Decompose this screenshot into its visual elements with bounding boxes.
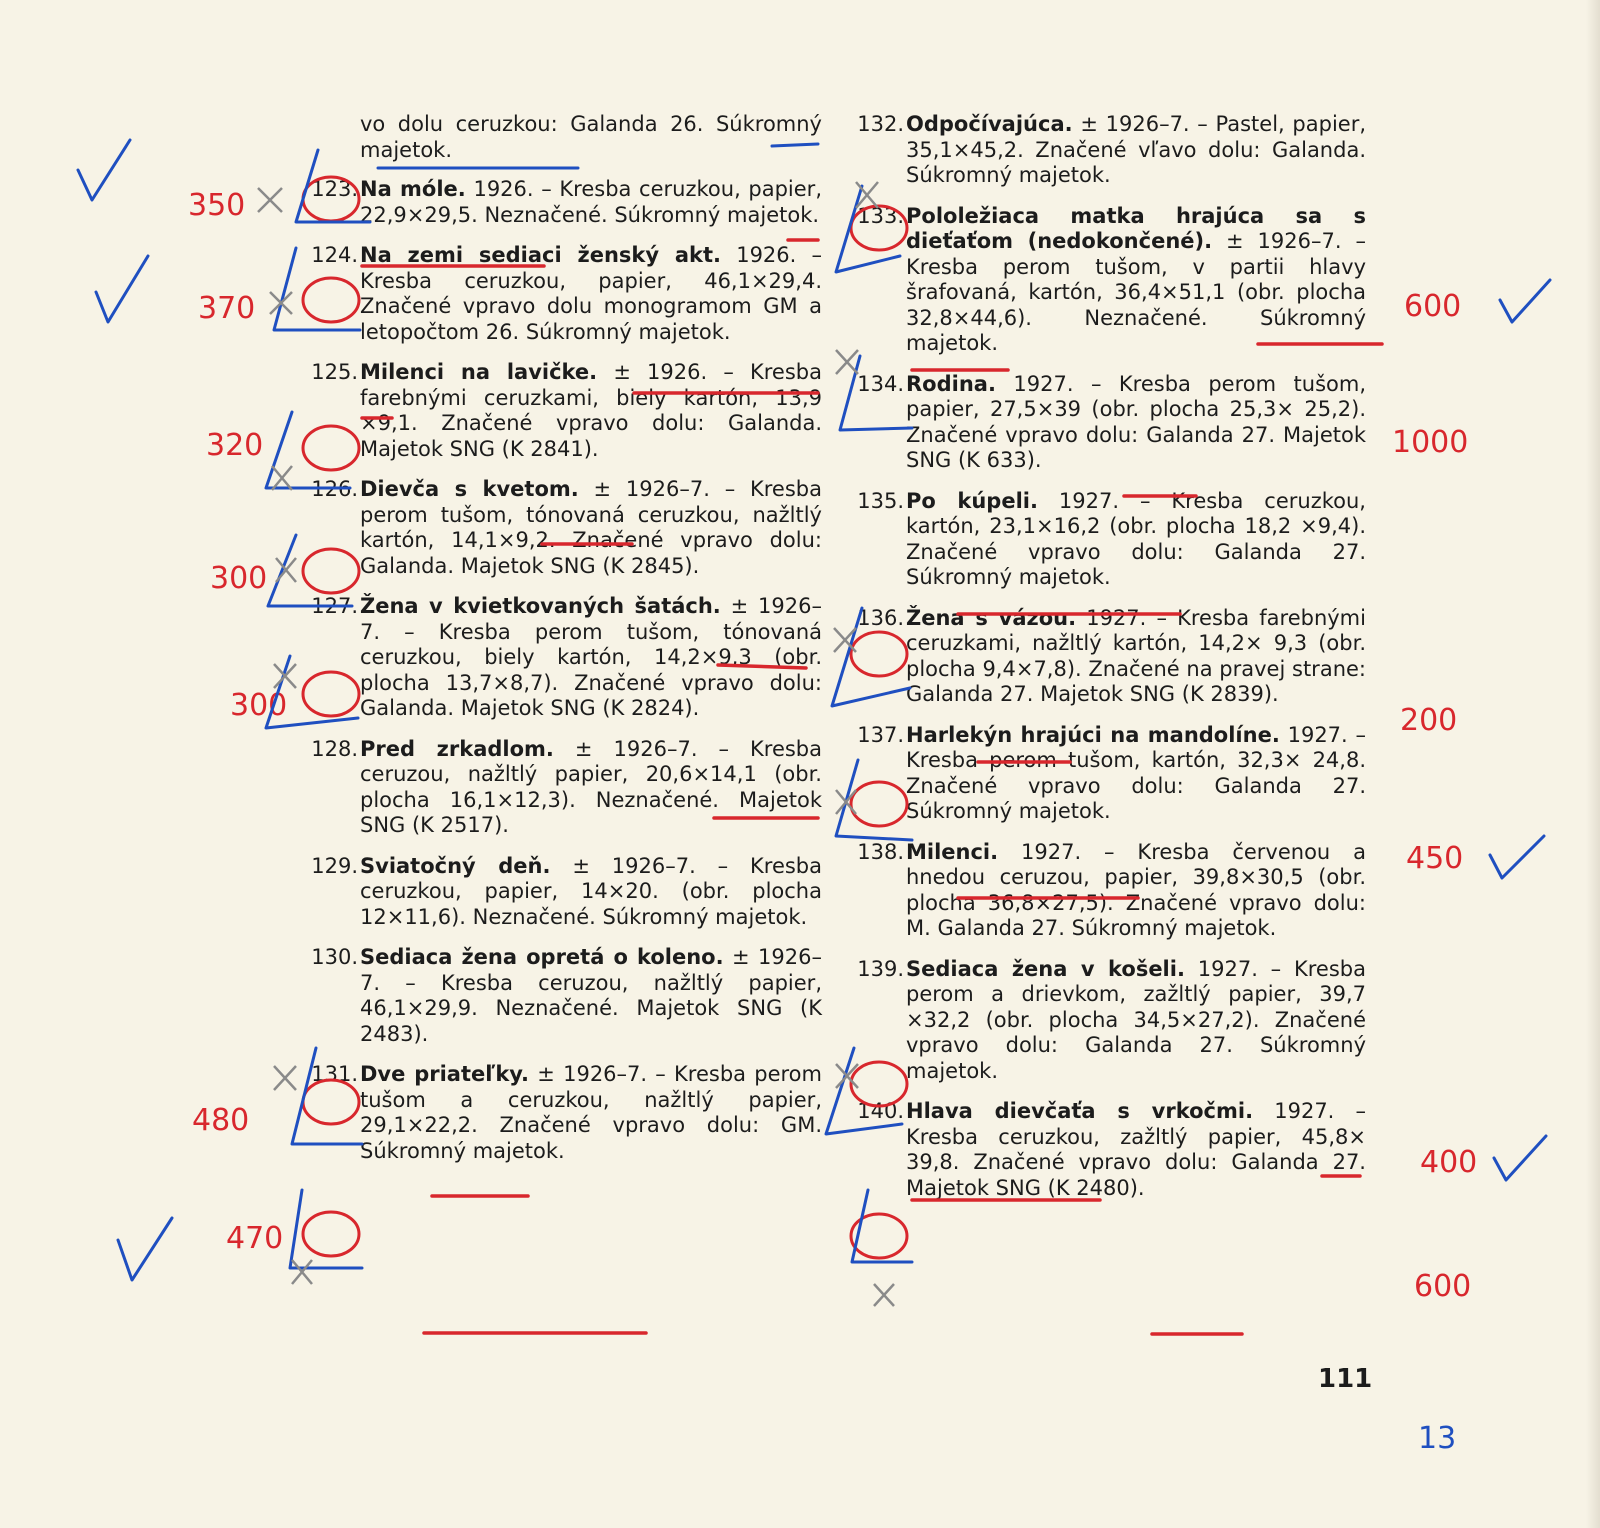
- entry-title: Harlekýn hrajúci na mandolíne.: [906, 722, 1280, 747]
- entry-text: ± 1926–7. – Pastel, papier, 35,1×45,2. Značené vľavo dolu: Galanda. Súkromný majetok.: [906, 112, 1367, 187]
- catalog-entry: [300, 945, 822, 1047]
- entry-title: Odpočívajúca.: [906, 112, 1073, 136]
- catalog-entry: [846, 204, 1366, 357]
- entry-title: Dve priateľky.: [360, 1062, 530, 1086]
- handwritten-price: 600: [1404, 289, 1462, 324]
- page-number: 111: [1318, 1364, 1373, 1394]
- x-mark-icon: [276, 558, 296, 582]
- entry-text: 1927. – Kresba perom a drievkom, zažltlý papier, 39,7 ×32,2 (obr. plocha 34,5×27,2). Značené vpravo dolu: Galanda 27. Súkromný majetok.: [906, 956, 1366, 1083]
- x-mark-icon: [270, 292, 292, 314]
- circled-number-mark: [851, 1214, 907, 1258]
- entry-title: Pololežiaca matka hrajúca sa s dieťaťom (nedokončené).: [906, 203, 1366, 253]
- entry-number: 127.: [311, 594, 358, 618]
- catalog-entry: [300, 594, 822, 722]
- catalog-entry: [300, 243, 822, 345]
- handwritten-price: 1000: [1392, 425, 1469, 460]
- entry-number: 140.: [857, 1099, 904, 1123]
- entry-number: 125.: [311, 360, 358, 384]
- entry-number: 138.: [857, 839, 904, 864]
- handwritten-price: 400: [1420, 1145, 1478, 1180]
- entry-text: ± 1926–7. – Kresba perom tušom, tónovaná ceruzkou, nažltlý kartón, 14,1×9,2. Značené vpravo dolu: Galanda. Majetok SNG (K 2845).: [360, 477, 822, 578]
- handwritten-corner-note: 13: [1418, 1421, 1457, 1456]
- x-mark-icon: [274, 664, 296, 688]
- x-mark-icon: [272, 466, 292, 490]
- entry-text: 1926. – Kresba ceruzkou, papier, 22,9×29,5. Neznačené. Súkromný majetok.: [360, 177, 822, 227]
- entry-text: 1926. – Kresba ceruzkou, papier, 46,1×29,4. Značené vpravo dolu monogramom GM a letopočtom 26. Súkromný majetok.: [360, 243, 822, 344]
- entry-text: 1927. – Kresba ceruzkou, zažltlý papier, 45,8× 39,8. Značené vpravo dolu: Galanda 27. Majetok SNG (K 2480).: [906, 1099, 1367, 1200]
- handwritten-price: 450: [1406, 841, 1464, 876]
- handwritten-price: 470: [226, 1221, 284, 1256]
- catalog-entry: [300, 477, 822, 579]
- catalog-entry: [846, 112, 1366, 189]
- handwritten-price: 350: [188, 188, 246, 223]
- entry-number: 128.: [311, 736, 358, 761]
- entry-text: 1927. – Kresba červenou a hnedou ceruzou, papier, 39,8×30,5 (obr. plocha 36,8×27,5). Značené vpravo dolu: M. Galanda 27. Súkromný majetok.: [906, 839, 1366, 940]
- entry-text: ± 1926–7. – Kresba ceruzou, nažltlý papier, 20,6×14,1 (obr. plocha 16,1×12,3). Neznačené. Majetok SNG (K 2517).: [360, 736, 823, 837]
- catalog-entry: [846, 489, 1366, 591]
- x-mark-icon: [274, 1066, 296, 1090]
- entry-title: Dievča s kvetom.: [360, 477, 579, 501]
- entry-text: ± 1926–7. – Kresba ceruzou, nažltlý papier, 46,1×29,9. Neznačené. Majetok SNG (K 2483).: [360, 945, 822, 1046]
- entry-title: Hlava dievčaťa s vrkočmi.: [906, 1099, 1254, 1123]
- entry-title: Pred zrkadlom.: [360, 736, 554, 761]
- blue-bracket-mark: [290, 1190, 362, 1268]
- entry-number: 130.: [311, 945, 358, 969]
- catalog-entry: [846, 1099, 1366, 1201]
- catalog-entry: [300, 854, 822, 931]
- entry-text: 1927. – Kresba ceruzkou, kartón, 23,1×16,2 (obr. plocha 18,2 ×9,4). Značené vpravo dolu: Galanda 27. Súkromný majetok.: [906, 488, 1366, 589]
- handwritten-price: 600: [1414, 1269, 1472, 1304]
- check-mark-icon: [1500, 280, 1550, 322]
- entry-text: ± 1926–7. – Kresba perom tušom a ceruzkou, nažltlý papier, 29,1×22,2. Značené vpravo dolu: GM. Súkromný majetok.: [360, 1062, 822, 1163]
- entry-text: 1927. – Kresba perom tušom, papier, 27,5×39 (obr. plocha 25,3× 25,2). Značené vpravo dolu: Galanda 27. Majetok SNG (K 633).: [906, 371, 1366, 472]
- entry-text: 1927. – Kresba perom tušom, kartón, 32,3× 24,8. Značené vpravo dolu: Galanda 27. Súkromný majetok.: [906, 722, 1366, 823]
- entry-number: 134.: [857, 371, 904, 396]
- handwritten-price: 480: [192, 1103, 250, 1138]
- check-mark-icon: [96, 256, 148, 322]
- entry-title: Sviatočný deň.: [360, 853, 551, 878]
- entry-title: Na móle.: [360, 177, 466, 201]
- entry-number: 124.: [311, 243, 358, 267]
- catalog-entry: [846, 840, 1366, 942]
- entry-title: Sediaca žena v košeli.: [906, 956, 1185, 981]
- x-mark-icon: [258, 188, 282, 212]
- catalog-entry: [846, 723, 1366, 825]
- check-mark-icon: [78, 140, 130, 200]
- entry-number: 136.: [857, 605, 904, 630]
- check-mark-icon: [1490, 836, 1544, 878]
- entry-title: Sediaca žena opretá o koleno.: [360, 945, 724, 969]
- handwritten-price: 200: [1400, 703, 1458, 738]
- entry-text: ± 1926–7. – Kresba ceruzkou, papier, 14×20. (obr. plocha 12×11,6). Neznačené. Súkromný majetok.: [360, 853, 823, 929]
- catalog-entry: [300, 112, 822, 163]
- entry-title: Žena s vázou.: [906, 605, 1077, 630]
- entry-title: Žena v kvietkovaných šatách.: [360, 594, 721, 618]
- catalog-entry: [300, 360, 822, 462]
- entry-number: 123.: [311, 177, 358, 201]
- catalog-entry: [846, 957, 1366, 1085]
- catalog-entry: [846, 606, 1366, 708]
- entry-number: 139.: [857, 956, 904, 981]
- catalog-entry: [300, 1062, 822, 1164]
- entry-number: 133.: [857, 203, 904, 228]
- entry-title: Rodina.: [906, 371, 996, 396]
- handwritten-price: 300: [230, 688, 288, 723]
- catalog-entry: [846, 372, 1366, 474]
- handwritten-price: 300: [210, 561, 268, 596]
- entry-text: 1927. – Kresba farebnými ceruzkami, nažltlý kartón, 14,2× 9,3 (obr. plocha 9,4×7,8). Značené na pravej strane: Galanda 27. Majetok SNG (K 2839).: [906, 605, 1366, 706]
- x-mark-icon: [292, 1260, 312, 1284]
- entry-text: ± 1926–7. – Kresba perom tušom, tónovaná ceruzkou, biely kartón, 14,2×9,3 (obr. plocha 13,7×8,7). Značené vpravo dolu: Galanda. Majetok SNG (K 2824).: [360, 594, 822, 720]
- entry-title: Milenci.: [906, 839, 999, 864]
- entry-title: Milenci na lavičke.: [360, 360, 598, 384]
- circled-number-mark: [303, 1212, 359, 1256]
- entry-title: Na zemi sediaci ženský akt.: [360, 243, 722, 267]
- handwritten-price: 370: [198, 291, 256, 326]
- catalog-column-left: [300, 112, 822, 1179]
- entry-number: 132.: [857, 112, 904, 136]
- catalog-entry: [300, 177, 822, 228]
- entry-number: 131.: [311, 1062, 358, 1086]
- catalog-entry: [300, 737, 822, 839]
- entry-number: 129.: [311, 853, 358, 878]
- entry-number: 137.: [857, 722, 904, 747]
- entry-number: 126.: [311, 477, 358, 501]
- x-mark-icon: [874, 1284, 894, 1306]
- check-mark-icon: [118, 1218, 172, 1280]
- check-mark-icon: [1494, 1136, 1546, 1180]
- entry-title: Po kúpeli.: [906, 488, 1038, 513]
- entry-text: ± 1926. – Kresba farebnými ceruzkami, biely kartón, 13,9 ×9,1. Značené vpravo dolu: Galanda. Majetok SNG (K 2841).: [360, 360, 822, 461]
- catalog-column-right: [846, 112, 1366, 1216]
- entry-number: 135.: [857, 488, 904, 513]
- entry-text: vo dolu ceruzkou: Galanda 26. Súkromný majetok.: [360, 112, 822, 162]
- handwritten-price: 320: [206, 428, 264, 463]
- page-edge: [1586, 0, 1600, 1528]
- entry-text: ± 1926–7. – Kresba perom tušom, v partii hlavy šrafovaná, kartón, 36,4×51,1 (obr. plocha 32,8×44,6). Neznačené. Súkromný majetok.: [906, 229, 1366, 355]
